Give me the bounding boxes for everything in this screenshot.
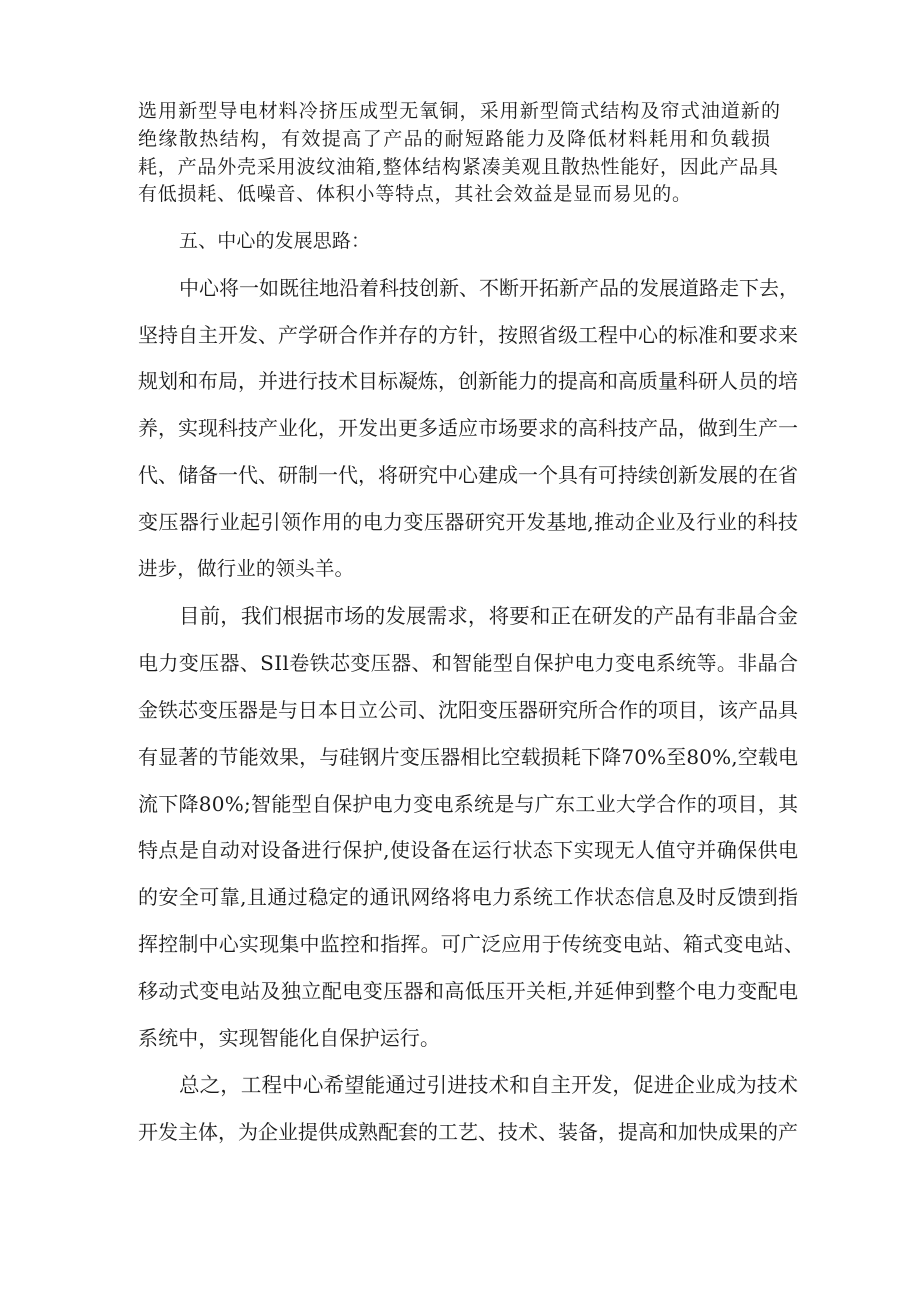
- text-line: 目前，我们根据市场的发展需求，将要和正在研发的产品有非晶合金: [179, 604, 799, 628]
- text-line: 坚持自主开发、产学研合作并存的方针，按照省级工程中心的标准和要求来: [138, 323, 798, 347]
- text-line: 选用新型导电材料冷挤压成型无氧铜，采用新型筒式结构及帘式油道新的: [138, 100, 782, 122]
- text-line: 规划和布局，并进行技术目标凝炼，创新能力的提高和高质量科研人员的培: [138, 369, 798, 393]
- text-line: 移动式变电站及独立配电变压器和高低压开关柜,并延伸到整个电力变配电: [138, 979, 799, 1003]
- text-line: 进步，做行业的领头羊。: [138, 557, 355, 580]
- text-line: 有低损耗、低噪音、体积小等特点，其社会效益是显而易见的。: [138, 183, 692, 205]
- text-line: 耗，产品外壳采用波纹油箱,整体结构紧凑美观且散热性能好，因此产品具: [138, 156, 779, 178]
- text-line: 电力变压器、SIl卷铁芯变压器、和智能型自保护电力变电系统等。非晶合: [138, 651, 799, 675]
- text-line: 代、储备一代、研制一代，将研究中心建成一个具有可持续创新发展的在省: [138, 463, 798, 487]
- text-line: 绝缘散热结构，有效提高了产品的耐短路能力及降低材料耗用和负载损: [138, 128, 772, 150]
- section-heading: 五、中心的发展思路：: [179, 230, 371, 252]
- text-line: 总之，工程中心希望能通过引进技术和自主开发，促进企业成为技术: [179, 1073, 799, 1097]
- text-line: 金铁芯变压器是与日本日立公司、沈阳变压器研究所合作的项目，该产品具: [138, 698, 798, 722]
- text-line: 变压器行业起引领作用的电力变压器研究开发基地,推动企业及行业的科技: [138, 510, 799, 534]
- text-line: 特点是自动对设备进行保护,使设备在运行状态下实现无人值守并确保供电: [138, 838, 799, 862]
- text-line: 系统中，实现智能化自保护运行。: [138, 1026, 441, 1050]
- text-line: 中心将一如既往地沿着科技创新、不断开拓新产品的发展道路走下去，: [179, 276, 799, 300]
- text-line: 开发主体，为企业提供成熟配套的工艺、技术、装备，提高和加快成果的产: [138, 1120, 798, 1144]
- text-line: 的安全可靠,且通过稳定的通讯网络将电力系统工作状态信息及时反馈到指: [138, 885, 799, 909]
- text-line: 挥控制中心实现集中监控和指挥。可广泛应用于传统变电站、箱式变电站、: [138, 932, 805, 956]
- text-line: 流下降80%;智能型自保护电力变电系统是与广东工业大学合作的项目，其: [138, 792, 799, 816]
- text-line: 养，实现科技产业化，开发出更多适应市场要求的高科技产品，做到生产一: [138, 416, 798, 440]
- text-line: 有显著的节能效果，与硅钢片变压器相比空载损耗下降70%至80%,空载电: [138, 745, 799, 769]
